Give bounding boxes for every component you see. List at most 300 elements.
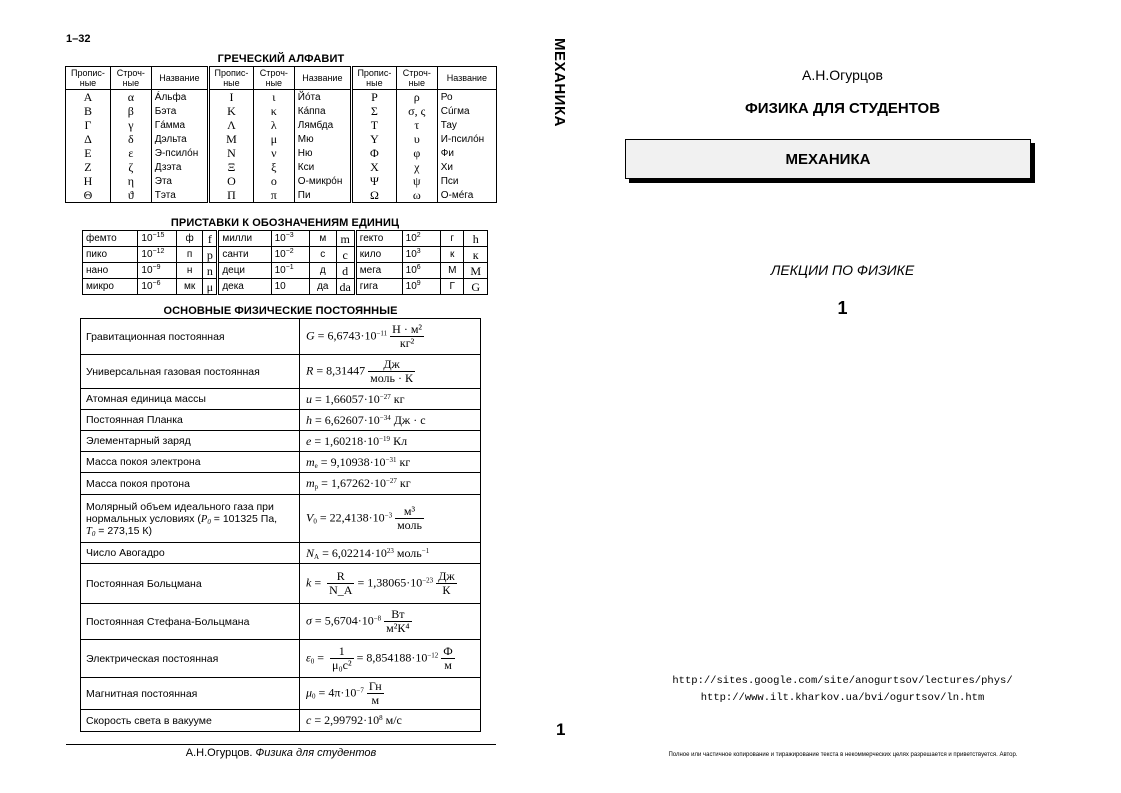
prefix-power xyxy=(402,231,440,247)
prefix-symbol-intl: к xyxy=(464,247,488,263)
constant-name-text: Молярный объем идеального газа при нормальных условиях xyxy=(86,500,274,525)
greek-uppercase-letter: Φ xyxy=(351,146,396,160)
constant-formula: $\mu_0 = 4\pi\cdot 10^{-7}$ $\frac{Гн}{м}$ xyxy=(300,678,481,710)
constant-name xyxy=(81,678,300,710)
prefix-name: пико xyxy=(83,247,138,263)
formula-exponent: −11 xyxy=(376,329,388,338)
formula-exponent: −12 xyxy=(427,651,439,660)
constant-row xyxy=(81,543,481,564)
greek-letter-name: И-псилóн xyxy=(437,132,496,146)
power-exponent: 6 xyxy=(416,263,421,271)
constant-row xyxy=(81,355,481,389)
formula-mantissa: 6,6743 xyxy=(327,328,361,343)
greek-letter-name: Дзэта xyxy=(151,160,208,174)
cover-author: А.Н.Огурцов xyxy=(802,67,883,83)
formula-exponent: −34 xyxy=(379,413,391,422)
constant-row xyxy=(81,319,481,355)
formula-exponent: 8 xyxy=(379,714,383,722)
formula-symbol: σ xyxy=(306,613,312,628)
unit-denominator: моль · К xyxy=(370,371,414,385)
formula-subscript: 0 xyxy=(313,517,317,526)
greek-lowercase-letter: γ xyxy=(110,118,151,132)
prefix-symbol-ru: м xyxy=(309,231,336,247)
page-footer xyxy=(66,747,496,759)
constant-name-text: Постоянная Больцмана xyxy=(86,577,202,590)
greek-letter-name: Пси xyxy=(437,174,496,188)
header-lowercase: Строч-ные xyxy=(110,67,151,90)
greek-letter-name: Лямбда xyxy=(294,118,351,132)
prefix-symbol-ru: да xyxy=(309,279,336,295)
unit-numerator: Вт xyxy=(384,608,411,622)
greek-lowercase-letter: φ xyxy=(396,146,437,160)
formula-fraction xyxy=(330,645,354,672)
url-link-2[interactable]: http://www.ilt.kharkov.ua/bvi/ogurtsov/ln.htm xyxy=(700,692,985,704)
fraction-numerator: R xyxy=(327,570,354,584)
constant-row xyxy=(81,564,481,604)
constant-row xyxy=(81,678,481,710)
constant-name xyxy=(81,431,300,452)
greek-letter-name: Фи xyxy=(437,146,496,160)
prefix-symbol-ru: ф xyxy=(176,231,203,247)
greek-uppercase-letter: Π xyxy=(208,188,253,203)
greek-letter-name: Áльфа xyxy=(151,90,208,105)
greek-uppercase-letter: Ξ xyxy=(208,160,253,174)
url-link-1[interactable]: http://sites.google.com/site/anogurtsov/lectures/phys/ xyxy=(672,675,1013,687)
constant-formula: k = $\frac{R}{N\_A}$ = $1,38065\cdot 10^{-23}$ $\frac{Дж}{К}$ xyxy=(300,564,481,604)
formula-subscript: p xyxy=(314,483,319,491)
formula-symbol: k xyxy=(306,575,312,590)
header-lowercase: Строч-ные xyxy=(396,67,437,90)
formula-symbol: μ xyxy=(306,685,313,700)
cover-section-box xyxy=(625,139,1031,179)
prefix-name: деци xyxy=(218,263,271,279)
greek-letter-name: Эта xyxy=(151,174,208,188)
pressure-value: 101325 Па, xyxy=(222,512,278,525)
formula-symbol: m xyxy=(306,454,315,469)
formula-symbol: R xyxy=(306,363,314,378)
constant-formula: $m_e = 9,10938\cdot 10^{-31}$ кг xyxy=(300,452,481,473)
greek-letter-name: Мю xyxy=(294,132,351,146)
formula-exponent: 23 xyxy=(386,546,394,555)
constant-name xyxy=(81,564,300,604)
unit-prefixes-table xyxy=(82,230,488,295)
constant-formula: $e = 1,60218\cdot 10^{-19}$ Кл xyxy=(300,431,481,452)
constant-name xyxy=(81,355,300,389)
constant-row xyxy=(81,604,481,640)
unit-numerator: м³ xyxy=(395,505,424,519)
prefix-name: санти xyxy=(218,247,271,263)
greek-row xyxy=(66,188,497,203)
prefix-power xyxy=(402,247,440,263)
formula-symbol: e xyxy=(306,433,312,448)
greek-row xyxy=(66,104,497,118)
greek-lowercase-letter: ϑ xyxy=(110,188,151,203)
prefix-symbol-ru: мк xyxy=(176,279,203,295)
prefix-power-plain: 10 xyxy=(274,280,286,292)
greek-uppercase-letter: Χ xyxy=(351,160,396,174)
power-base: 10 xyxy=(274,248,286,260)
prefix-name: фемто xyxy=(83,231,138,247)
constant-name xyxy=(81,389,300,410)
formula-mantissa: 6,02214 xyxy=(331,545,371,560)
greek-uppercase-letter: Ω xyxy=(351,188,396,203)
unit-numerator: Дж xyxy=(368,358,415,372)
prefix-symbol-intl: G xyxy=(464,279,488,295)
formula-symbol: V xyxy=(306,510,314,525)
constant-name xyxy=(81,319,300,355)
page-range: 1–32 xyxy=(66,33,91,45)
constant-name-text: Гравитационная постоянная xyxy=(86,330,225,343)
power-exponent: −12 xyxy=(152,247,165,255)
greek-uppercase-letter: Λ xyxy=(208,118,253,132)
greek-letter-name: Хи xyxy=(437,160,496,174)
constant-name xyxy=(81,410,300,431)
formula-exponent: −7 xyxy=(356,686,364,695)
greek-letter-name: Йóта xyxy=(294,90,351,105)
prefix-name: микро xyxy=(83,279,138,295)
constant-formula: $N_A = 6,02214\cdot 10^{23}$ моль$^{-1}$ xyxy=(300,543,481,564)
prefix-row xyxy=(83,279,488,295)
formula-exponent: −19 xyxy=(379,434,391,443)
greek-uppercase-letter: Κ xyxy=(208,104,253,118)
prefix-row xyxy=(83,231,488,247)
constant-name-text: Атомная единица массы xyxy=(86,393,206,405)
constant-name-text: Скорость света в вакууме xyxy=(86,714,212,727)
formula-mantissa: 1,66057 xyxy=(324,391,364,406)
power-base: 10 xyxy=(405,280,417,292)
prefix-symbol-intl: da xyxy=(336,279,355,295)
greek-alphabet-table xyxy=(65,66,497,203)
greek-lowercase-letter: η xyxy=(110,174,151,188)
greek-lowercase-letter: λ xyxy=(253,118,294,132)
greek-letter-name: Кси xyxy=(294,160,351,174)
formula-exponent: −23 xyxy=(422,576,434,585)
greek-uppercase-letter: Ν xyxy=(208,146,253,160)
greek-lowercase-letter: α xyxy=(110,90,151,105)
constant-name-text: Электрическая постоянная xyxy=(86,652,219,665)
spine-title: МЕХАНИКА xyxy=(551,38,568,127)
formula-mantissa: 1,67262 xyxy=(330,476,370,490)
greek-lowercase-letter: ψ xyxy=(396,174,437,188)
formula-subscript: 0 xyxy=(312,692,316,701)
constant-row xyxy=(81,495,481,543)
constant-name xyxy=(81,543,300,564)
greek-uppercase-letter: Σ xyxy=(351,104,396,118)
formula-symbol: m xyxy=(306,476,315,490)
greek-lowercase-letter: β xyxy=(110,104,151,118)
greek-uppercase-letter: Β xyxy=(66,104,111,118)
temperature-symbol: $T_0$ xyxy=(86,525,96,538)
unit-fraction xyxy=(367,680,384,707)
prefix-symbol-ru: д xyxy=(309,263,336,279)
constant-row xyxy=(81,452,481,473)
prefix-row xyxy=(83,247,488,263)
greek-row xyxy=(66,118,497,132)
formula-mantissa: 8,854188 xyxy=(366,650,412,665)
greek-alphabet-title: ГРЕЧЕСКИЙ АЛФАВИТ xyxy=(217,53,345,65)
greek-lowercase-letter: ω xyxy=(396,188,437,203)
constant-name xyxy=(81,640,300,678)
unit-fraction xyxy=(441,645,454,672)
prefix-symbol-ru: н xyxy=(176,263,203,279)
header-uppercase: Пропис-ные xyxy=(351,67,396,90)
constant-formula: $G = 6,6743\cdot 10^{-11}$ $\frac{\text{Н · м²}}{\text{кг²}}$ xyxy=(300,319,481,355)
greek-lowercase-letter: ν xyxy=(253,146,294,160)
greek-lowercase-letter: ε xyxy=(110,146,151,160)
prefix-power xyxy=(271,263,309,279)
greek-lowercase-letter: χ xyxy=(396,160,437,174)
constant-name-text: Число Авогадро xyxy=(86,547,165,559)
temperature-value: 273,15 К) xyxy=(107,524,152,537)
greek-uppercase-letter: Η xyxy=(66,174,111,188)
greek-lowercase-letter: ξ xyxy=(253,160,294,174)
unit-fraction xyxy=(384,608,411,635)
formula-exponent: −3 xyxy=(384,511,393,520)
constant-name xyxy=(81,604,300,640)
formula-unit: кг xyxy=(399,454,411,469)
constant-row xyxy=(81,389,481,410)
constant-name-text: Элементарный заряд xyxy=(86,435,191,447)
formula-unit: Дж · с xyxy=(393,412,426,427)
prefix-power xyxy=(271,247,309,263)
constant-name-text: Масса покоя протона xyxy=(86,477,190,490)
greek-uppercase-letter: Γ xyxy=(66,118,111,132)
unit-denominator: м xyxy=(371,693,380,707)
formula-symbol: ε xyxy=(306,650,311,665)
prefix-symbol-ru: Г xyxy=(441,279,464,295)
power-base: 10 xyxy=(141,280,153,292)
power-base: 10 xyxy=(141,232,153,244)
formula-symbol: G xyxy=(306,328,315,343)
prefix-power xyxy=(138,231,176,247)
constant-row xyxy=(81,410,481,431)
power-exponent: 9 xyxy=(416,279,421,287)
constant-formula: $c = 2,99792\cdot 10^8$ м/с xyxy=(300,710,481,732)
prefix-power xyxy=(271,279,309,295)
header-name: Название xyxy=(151,67,208,90)
power-exponent: 3 xyxy=(416,247,421,255)
constant-row xyxy=(81,640,481,678)
greek-letter-name: Сúгма xyxy=(437,104,496,118)
greek-row xyxy=(66,90,497,105)
formula-mantissa: 4π xyxy=(328,685,341,700)
constant-row xyxy=(81,473,481,495)
formula-symbol: N xyxy=(306,545,315,560)
prefix-name: милли xyxy=(218,231,271,247)
greek-uppercase-letter: Ι xyxy=(208,90,253,105)
greek-row xyxy=(66,146,497,160)
greek-lowercase-letter: ρ xyxy=(396,90,437,105)
footer-divider xyxy=(66,744,496,745)
unit-fraction xyxy=(436,570,456,597)
constant-name-text: Постоянная Планка xyxy=(86,414,183,426)
prefix-symbol-intl: μ xyxy=(203,279,218,295)
greek-uppercase-letter: Ζ xyxy=(66,160,111,174)
greek-letter-name: Пи xyxy=(294,188,351,203)
power-exponent: −1 xyxy=(285,263,294,271)
prefixes-title: ПРИСТАВКИ К ОБОЗНАЧЕНИЯМ ЕДИНИЦ xyxy=(170,217,400,229)
power-exponent: −2 xyxy=(285,247,294,255)
greek-lowercase-letter: υ xyxy=(396,132,437,146)
formula-exponent: −27 xyxy=(385,477,397,485)
header-name: Название xyxy=(437,67,496,90)
constant-name-text: Масса покоя электрона xyxy=(86,456,201,468)
greek-lowercase-letter: μ xyxy=(253,132,294,146)
unit-fraction xyxy=(395,505,424,532)
cover-book-title: ФИЗИКА ДЛЯ СТУДЕНТОВ xyxy=(744,100,941,117)
power-base: 10 xyxy=(141,264,153,276)
footer-author: А.Н.Огурцов. xyxy=(185,747,256,759)
formula-exponent: −8 xyxy=(373,614,382,623)
greek-letter-name: Гáмма xyxy=(151,118,208,132)
spine-volume-number: 1 xyxy=(556,720,566,739)
greek-letter-name: О-микрóн xyxy=(294,174,351,188)
greek-lowercase-letter: ι xyxy=(253,90,294,105)
formula-mantissa: 22,4138 xyxy=(329,510,369,525)
greek-uppercase-letter: Θ xyxy=(66,188,111,203)
greek-lowercase-letter: σ, ς xyxy=(396,104,437,118)
formula-fraction xyxy=(327,570,354,597)
constant-formula: $V_0 = 22,4138\cdot 10^{-3}$ $\frac{\text{м³}}{\text{моль}}$ xyxy=(300,495,481,543)
prefix-symbol-ru: с xyxy=(309,247,336,263)
formula-symbol: h xyxy=(306,412,312,427)
prefix-symbol-ru: г xyxy=(441,231,464,247)
unit-denominator: кг² xyxy=(399,336,415,350)
prefix-name: дека xyxy=(218,279,271,295)
formula-unit: Кл xyxy=(393,433,408,448)
greek-uppercase-letter: Μ xyxy=(208,132,253,146)
prefix-symbol-ru: п xyxy=(176,247,203,263)
constant-name: Молярный объем идеального газа при нормальных условиях ($P_0 = 101325$ Па, $T_0 = 273,15$ К) xyxy=(81,495,300,543)
greek-uppercase-letter: Ε xyxy=(66,146,111,160)
formula-mantissa: 2,99792 xyxy=(324,713,364,727)
power-base: 10 xyxy=(405,248,417,260)
greek-letter-name: Бэта xyxy=(151,104,208,118)
formula-subscript: 0 xyxy=(310,657,315,666)
prefix-symbol-ru: к xyxy=(441,247,464,263)
physical-constants-table xyxy=(80,318,481,732)
greek-letter-name: Ню xyxy=(294,146,351,160)
power-base: 10 xyxy=(141,248,153,260)
prefix-name: гига xyxy=(355,279,402,295)
prefix-symbol-ru: М xyxy=(441,263,464,279)
greek-lowercase-letter: ζ xyxy=(110,160,151,174)
constant-row xyxy=(81,431,481,452)
copyright-note: Полное или частичное копирование и тиражирование текста в некоммерческих целях разрешается и приветствуется. Автор. xyxy=(668,752,1018,758)
prefix-power xyxy=(138,247,176,263)
fraction-numerator: 1 xyxy=(330,645,354,659)
formula-unit: кг xyxy=(393,391,405,406)
prefix-power xyxy=(138,263,176,279)
greek-row xyxy=(66,174,497,188)
unit-fraction xyxy=(390,323,424,350)
greek-uppercase-letter: Τ xyxy=(351,118,396,132)
footer-book-title: Физика для студентов xyxy=(255,747,377,759)
prefix-symbol-intl: h xyxy=(464,231,488,247)
power-exponent: −15 xyxy=(152,231,165,239)
formula-subscript: A xyxy=(314,552,320,561)
unit-numerator: Дж xyxy=(438,569,455,583)
cover-section-title: МЕХАНИКА xyxy=(785,150,871,168)
prefix-symbol-intl: c xyxy=(336,247,355,263)
prefix-name: гекто xyxy=(355,231,402,247)
formula-mantissa: 8,31447 xyxy=(326,363,366,378)
unit-denominator: м²К⁴ xyxy=(386,621,410,635)
formula-unit: м/с xyxy=(385,713,402,727)
greek-uppercase-letter: Ο xyxy=(208,174,253,188)
formula-symbol: c xyxy=(306,713,312,727)
greek-row xyxy=(66,132,497,146)
unit-exponent: −1 xyxy=(421,546,430,555)
unit-denominator: моль xyxy=(397,518,422,532)
formula-mantissa: 1,60218 xyxy=(324,433,364,448)
prefix-symbol-intl: M xyxy=(464,263,488,279)
formula-mantissa: 9,10938 xyxy=(330,454,370,469)
formula-exponent: −31 xyxy=(385,455,397,464)
greek-lowercase-letter: τ xyxy=(396,118,437,132)
constant-name-text: Постоянная Стефана-Больцмана xyxy=(86,615,250,628)
formula-exponent: −27 xyxy=(379,392,391,401)
pressure-symbol: $P_0$ xyxy=(200,513,211,526)
prefix-power xyxy=(402,279,440,295)
constant-formula: $h = 6,62607\cdot 10^{-34}$ Дж · с xyxy=(300,410,481,431)
power-exponent: −9 xyxy=(152,263,161,271)
unit-denominator: м xyxy=(444,658,452,672)
unit-numerator: Ф xyxy=(443,644,453,658)
constant-name xyxy=(81,710,300,732)
greek-uppercase-letter: Υ xyxy=(351,132,396,146)
greek-letter-name: Э-псилóн xyxy=(151,146,208,160)
constant-row xyxy=(81,710,481,732)
constants-title: ОСНОВНЫЕ ФИЗИЧЕСКИЕ ПОСТОЯННЫЕ xyxy=(163,305,398,317)
cover-series: ЛЕКЦИИ ПО ФИЗИКЕ xyxy=(770,262,915,278)
fraction-denominator: N_A xyxy=(329,583,353,597)
prefix-row xyxy=(83,263,488,279)
constant-name xyxy=(81,473,300,495)
greek-lowercase-letter: ο xyxy=(253,174,294,188)
greek-row xyxy=(66,160,497,174)
fraction-denominator: μ₀c² xyxy=(332,658,352,672)
header-lowercase: Строч-ные xyxy=(253,67,294,90)
greek-uppercase-letter: Α xyxy=(66,90,111,105)
unit-numerator: Гн xyxy=(368,679,382,693)
power-base: 10 xyxy=(405,232,417,244)
greek-lowercase-letter: κ xyxy=(253,104,294,118)
greek-uppercase-letter: Ψ xyxy=(351,174,396,188)
greek-letter-name: Ро xyxy=(437,90,496,105)
unit-fraction xyxy=(368,358,415,385)
unit-numerator: Н · м² xyxy=(392,322,423,336)
constant-formula: R = 8,31447 $\frac{Дж}{\text{моль · К}}$ xyxy=(300,355,481,389)
greek-letter-name: Тау xyxy=(437,118,496,132)
greek-letter-name: Дэльта xyxy=(151,132,208,146)
constant-name-text: Универсальная газовая постоянная xyxy=(86,365,260,378)
prefix-symbol-intl: m xyxy=(336,231,355,247)
prefix-symbol-intl: f xyxy=(203,231,218,247)
power-exponent: −6 xyxy=(152,279,161,287)
greek-letter-name: О-мéга xyxy=(437,188,496,203)
power-base: 10 xyxy=(274,232,286,244)
greek-uppercase-letter: Δ xyxy=(66,132,111,146)
prefix-symbol-intl: p xyxy=(203,247,218,263)
prefix-symbol-intl: n xyxy=(203,263,218,279)
formula-mantissa: 6,62607 xyxy=(324,412,364,427)
formula-symbol: u xyxy=(306,391,312,406)
prefix-power xyxy=(271,231,309,247)
constant-name xyxy=(81,452,300,473)
power-base: 10 xyxy=(274,264,286,276)
header-uppercase: Пропис-ные xyxy=(66,67,111,90)
